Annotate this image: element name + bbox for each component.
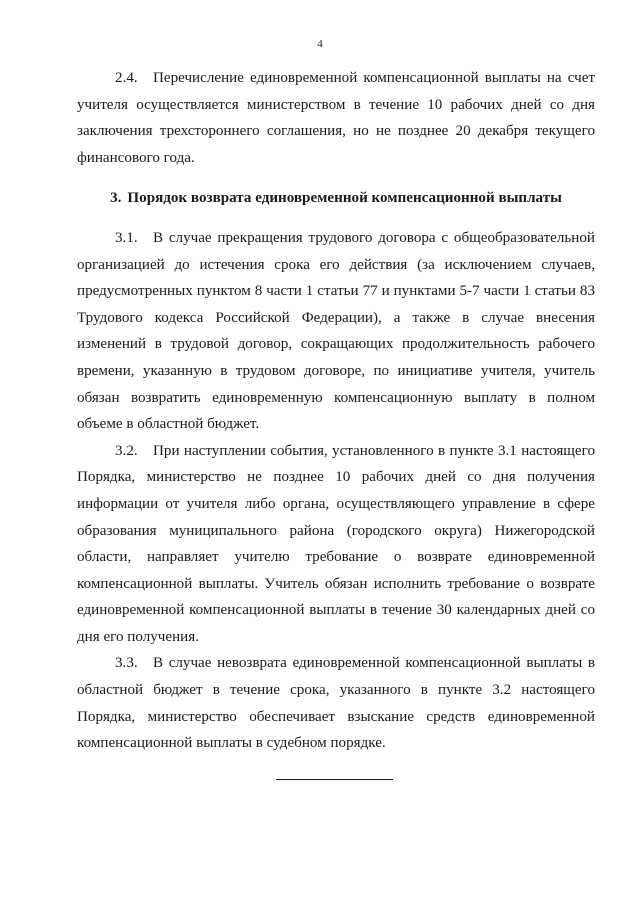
paragraph-text: При наступлении события, установленного в пункте 3.1 настоящего Порядка, министерство не позднее 10 рабочих дней со дня получения информации от учителя либо органа, осуществляющего управление в сфере образования муниципального района (городского округа) Нижегородской области, направляет учителю требование о возврате единовременной компенсационной выплаты. Учитель обязан исполнить требование о возврате единовременной компенсационной выплаты в течение 30 календарных дней со дня его получения.	[77, 442, 595, 645]
paragraph-number: 3.2.	[115, 442, 138, 459]
document-body	[77, 65, 595, 757]
paragraph-3-3	[77, 650, 595, 756]
paragraph-3-2	[77, 438, 595, 651]
section-number: 3.	[110, 190, 122, 207]
paragraph-text: Перечисление единовременной компенсационной выплаты на счет учителя осуществляется министерством в течение 10 рабочих дней со дня заключения трехстороннего соглашения, но не позднее 20 декабря текущего финансового года.	[77, 70, 595, 166]
paragraph-text: В случае невозврата единовременной компенсационной выплаты в областной бюджет в течение срока, указанного в пункте 3.2 настоящего Порядка, министерство обеспечивает взыскание средств единовременной компенсационной выплаты в судебном порядке.	[77, 655, 595, 752]
section-heading	[77, 185, 595, 212]
paragraph-text: В случае прекращения трудового договора с общеобразовательной организацией до истечения срока его действия (за исключением случаев, предусмотренных пунктом 8 части 1 статьи 77 и пунктами 5-7 части 1 статьи 83 Трудового кодекса Российской Федерации), а также в случае внесения изменений в трудовой договор, сокращающих продолжительность рабочего времени, указанную в трудовом договоре, по инициативе учителя, учитель обязан возвратить единовременную компенсационную выплату в полном объеме в областной бюджет.	[77, 229, 595, 433]
paragraph-number: 2.4.	[115, 70, 138, 86]
paragraph-number: 3.3.	[115, 655, 138, 672]
page-number: 4	[317, 38, 323, 50]
end-divider-line	[276, 779, 393, 780]
paragraph-2-4	[77, 65, 595, 171]
section-title: Порядок возврата единовременной компенсационной выплаты	[127, 190, 562, 207]
paragraph-number: 3.1.	[115, 229, 138, 246]
paragraph-3-1	[77, 225, 595, 438]
